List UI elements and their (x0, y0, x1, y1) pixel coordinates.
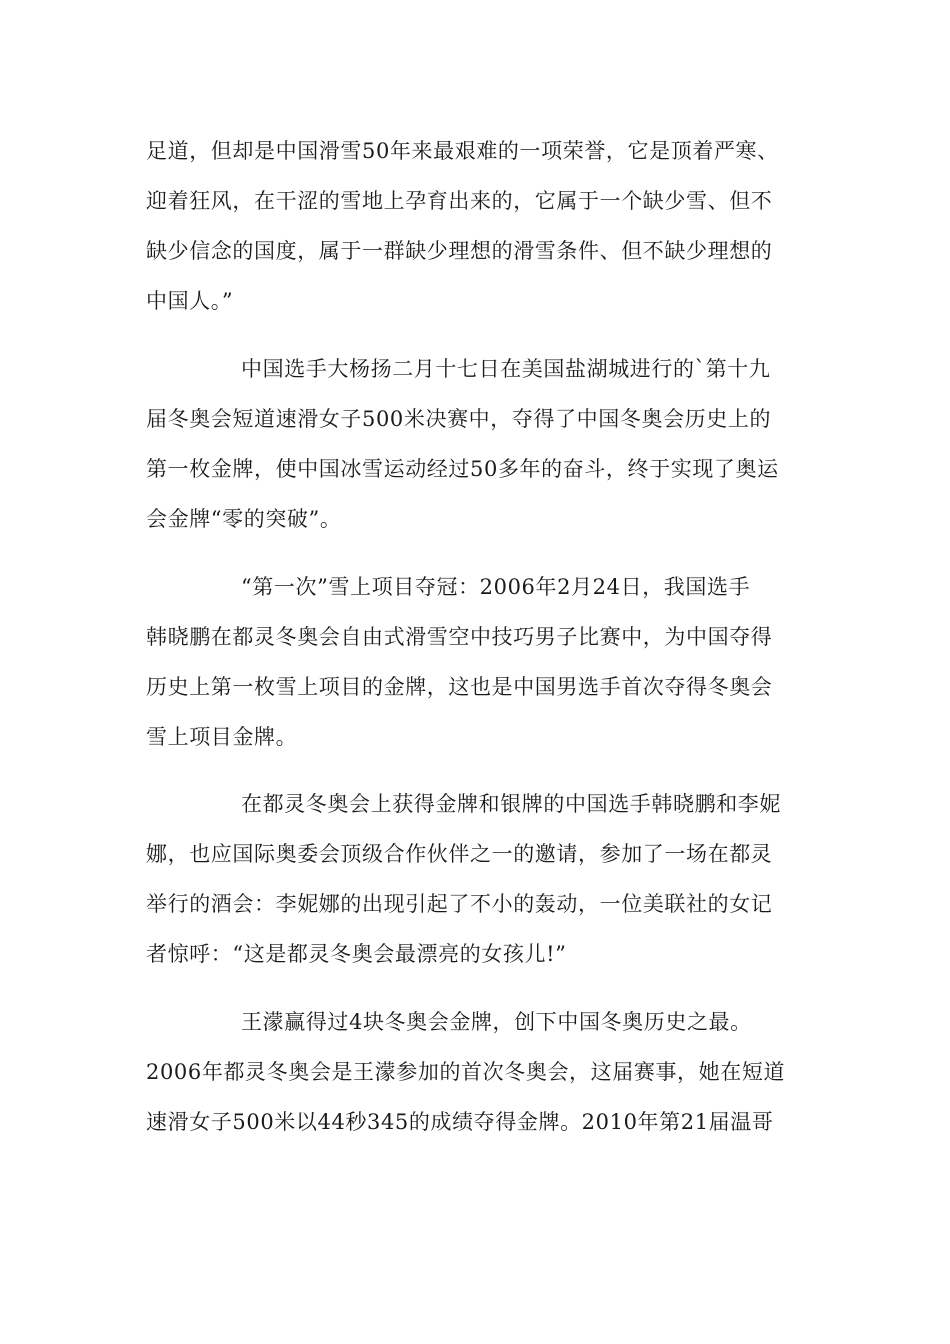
paragraph-2-line-4: 会金牌“零的突破”。 (146, 507, 342, 531)
paragraph-4-line-2: 娜，也应国际奥委会顶级合作伙伴之一的邀请，参加了一场在都灵 (146, 842, 773, 866)
paragraph-3-line-2: 韩晓鹏在都灵冬奥会自由式滑雪空中技巧男子比赛中，为中国夺得 (146, 625, 773, 649)
paragraph-3-line-4: 雪上项目金牌。 (146, 725, 298, 749)
paragraph-1-line-3: 缺少信念的国度，属于一群缺少理想的滑雪条件、但不缺少理想的 (146, 239, 773, 263)
paragraph-3-line-3: 历史上第一枚雪上项目的金牌，这也是中国男选手首次夺得冬奥会 (146, 675, 773, 699)
paragraph-5-line-3: 速滑女子500米以44秒345的成绩夺得金牌。2010年第21届温哥 (146, 1110, 774, 1134)
paragraph-1-line-4: 中国人。” (146, 289, 234, 313)
paragraph-1-line-2: 迎着狂风，在干涩的雪地上孕育出来的，它属于一个缺少雪、但不 (146, 189, 773, 213)
paragraph-1-line-1: 足道，但却是中国滑雪50年来最艰难的一项荣誉，它是顶着严寒、 (146, 139, 779, 163)
paragraph-4-line-4: 者惊呼：“这是都灵冬奥会最漂亮的女孩儿!” (146, 942, 567, 966)
paragraph-3-line-1: “第一次”雪上项目夺冠：2006年2月24日，我国选手 (241, 575, 751, 599)
paragraph-5-line-1: 王濛赢得过4块冬奥会金牌，创下中国冬奥历史之最。 (241, 1010, 752, 1034)
paragraph-2-line-1: 中国选手大杨扬二月十七日在美国盐湖城进行的`第十九 (241, 357, 771, 381)
paragraph-4-line-3: 举行的酒会：李妮娜的出现引起了不小的轰动，一位美联社的女记 (146, 892, 773, 916)
paragraph-2-line-2: 届冬奥会短道速滑女子500米决赛中，夺得了中国冬奥会历史上的 (146, 407, 772, 431)
paragraph-2-line-3: 第一枚金牌，使中国冰雪运动经过50多年的奋斗，终于实现了奥运 (146, 457, 779, 481)
paragraph-5-line-2: 2006年都灵冬奥会是王濛参加的首次冬奥会，这届赛事，她在短道 (146, 1060, 786, 1084)
paragraph-4-line-1: 在都灵冬奥会上获得金牌和银牌的中国选手韩晓鹏和李妮 (241, 792, 781, 816)
